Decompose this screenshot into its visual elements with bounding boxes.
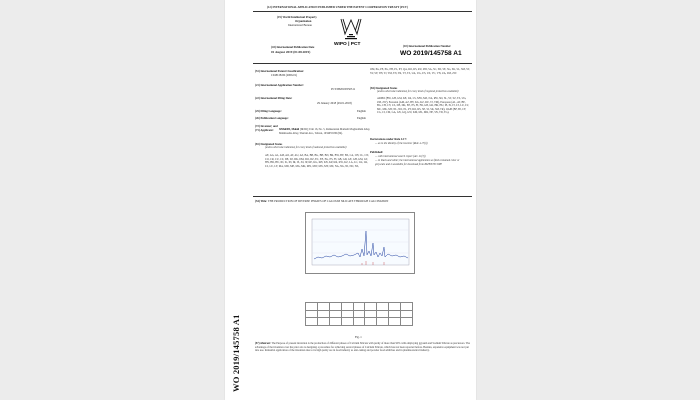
filing-language-label: (25) Filing Language: <box>255 109 282 113</box>
published-item-1: — with international search report (Art. 21(3)) <box>375 155 426 158</box>
org-line-3: International Bureau <box>288 23 312 27</box>
inventor-label: (72) Inventor; and <box>255 124 278 128</box>
figure-plot <box>305 212 415 274</box>
filing-date-value: 29 January 2018 (29.01.2018) <box>317 101 352 105</box>
published-item-2: — in black and white; the international application as filed contained color or greyscale and is available for download from PATENTSCOPE <box>375 159 460 166</box>
application-number-label: (21) International Application Number: <box>255 83 304 87</box>
designated-states-label: (81) Designated States <box>255 142 283 146</box>
figure-data-table <box>305 302 413 326</box>
title-line <box>255 200 388 203</box>
applicant-address: [IR/IR]; Unit 16, No. 5, Ramezanian Mamadi Moghaddam Alley, Mahmoudie Alley, Shariati Ave., Tehran, 1934955186 (IR). <box>279 128 371 135</box>
title-value: THE PRODUCTION OF DIVERSE PHASES OF CALCIUM SILICATE THROUGH CALCINATION <box>267 199 389 203</box>
publication-language-value: English <box>357 116 366 120</box>
ipc-value: C04B 28/06 (2006.01) <box>271 73 298 77</box>
publication-date-label: (43) International Publication Date <box>271 45 315 49</box>
pct-title: (12) INTERNATIONAL APPLICATION PUBLISHED UNDER THE PATENT COOPERATION TREATY (PCT) <box>267 5 408 9</box>
patent-page <box>225 0 476 400</box>
regional-states-list: ARIPO (BW, GH, GM, KE, LR, LS, MW, MZ, NA, RW, SD, SL, ST, SZ, TZ, UG, ZM, ZW), Eurasian (AM, AZ, BY, KG, KZ, RU, TJ, TM), European (AL, AT, BE, BG, CH, CY, CZ, DE, DK, EE, ES, FI, FR, GB, GR, HR, HU, IE, IS, IT, LT, LU, LV, MC, MK, MT, NL, NO, PL, PT, RO, RS, SE, SI, SK, SM, TR), OAPI (BF, BJ, CF, CG, CI, CM, GA, GN, GQ, GW, KM, ML, MR, NE, SN, TD, TG). <box>377 97 469 115</box>
regional-states-intro: (unless otherwise indicated, for every kind of regional protection available): <box>377 90 460 93</box>
designated-states-intro: (unless otherwise indicated, for every kind of national protection available): <box>265 146 348 149</box>
figure-caption: Fig. 1 <box>355 335 362 339</box>
org-line-2: Organization <box>295 19 312 23</box>
application-number-value: PCT/IB2018/050511 <box>331 87 356 91</box>
filing-language-value: English <box>357 109 366 113</box>
publication-date-value: 01 August 2019 (01.08.2019) <box>271 50 311 54</box>
title-rule <box>253 196 472 197</box>
designated-states-continued: OM, PA, PE, PG, PH, PL, PT, QA, RO, RS, RU, RW, SA, SC, SD, SE, SG, SK, SL, SM, ST, SV, SY, TH, TJ, TM, TN, TR, TT, TZ, UA, UG, US, UZ, VC, VN, ZA, ZM, ZW. <box>370 68 470 75</box>
abstract-text: The Purpose of present invention is the production of different phases of Calcium Silicate with purity of more than 90% with employing gypsum and Sodium Silicate as precursors. The advantage of the invention over the prior arts is designing a procedure for achieving several phases of Calcium Silicate, which has not been reported before. Besides, expensive equipment was not put into use. Industrial application of the invention due to its high purity are in food industry as anti-caking and powder food additives and in pharmaceutical industry. <box>255 342 470 353</box>
wipo-pct-logo-text: WIPO | PCT <box>334 42 361 47</box>
filing-date-label: (22) International Filing Date: <box>255 96 293 100</box>
published-label: Published: <box>370 150 384 154</box>
diffraction-plot-graphic <box>306 213 414 273</box>
regional-states-label: (84) Designated States <box>370 86 398 90</box>
designated-states-list: AE, AG, AL, AM, AO, AT, AU, AZ, BA, BB, BG, BH, BN, BR, BW, BY, BZ, CA, CH, CL, CN, CO, CR, CU, CZ, DE, DJ, DK, DM, DO, DZ, EC, EE, EG, ES, FI, GB, GD, GE, GH, GM, GT, HN, HR, HU, ID, IL, IN, IR, IS, JO, JP, KE, KG, KH, KN, KP, KR, KW, KZ, LA, LC, LK, LR, LS, LU, LY, MA, MD, ME, MG, MK, MN, MW, MX, MY, MZ, NA, NG, NI, NO, NZ, <box>265 154 369 168</box>
title-label: (54) Title: <box>255 199 268 203</box>
abstract-label: (57) Abstract: <box>255 342 271 345</box>
ipc-label: (51) International Patent Classification: <box>255 69 305 73</box>
org-line-1: (19) World Intellectual Property <box>277 15 317 19</box>
declarations-text: — as to the identity of the inventor (Rule 4.17(i)) <box>375 142 428 145</box>
applicant-name: SHARIFI, Mahdi <box>279 128 300 131</box>
header-rule-2 <box>253 63 472 64</box>
applicant-text <box>279 128 371 135</box>
side-publication-number: WO 2019/145758 A1 <box>231 314 241 392</box>
publication-language-label: (26) Publication Language: <box>255 116 289 120</box>
publication-number-label: (10) International Publication Number <box>403 44 451 48</box>
applicant-label: (71) Applicant: <box>255 128 274 132</box>
publication-number-value: WO 2019/145758 A1 <box>400 50 462 57</box>
abstract <box>255 342 471 353</box>
declarations-label: Declarations under Rule 4.17: <box>370 137 407 141</box>
header-rule-1 <box>253 11 472 12</box>
wipo-logo-icon <box>338 16 364 40</box>
